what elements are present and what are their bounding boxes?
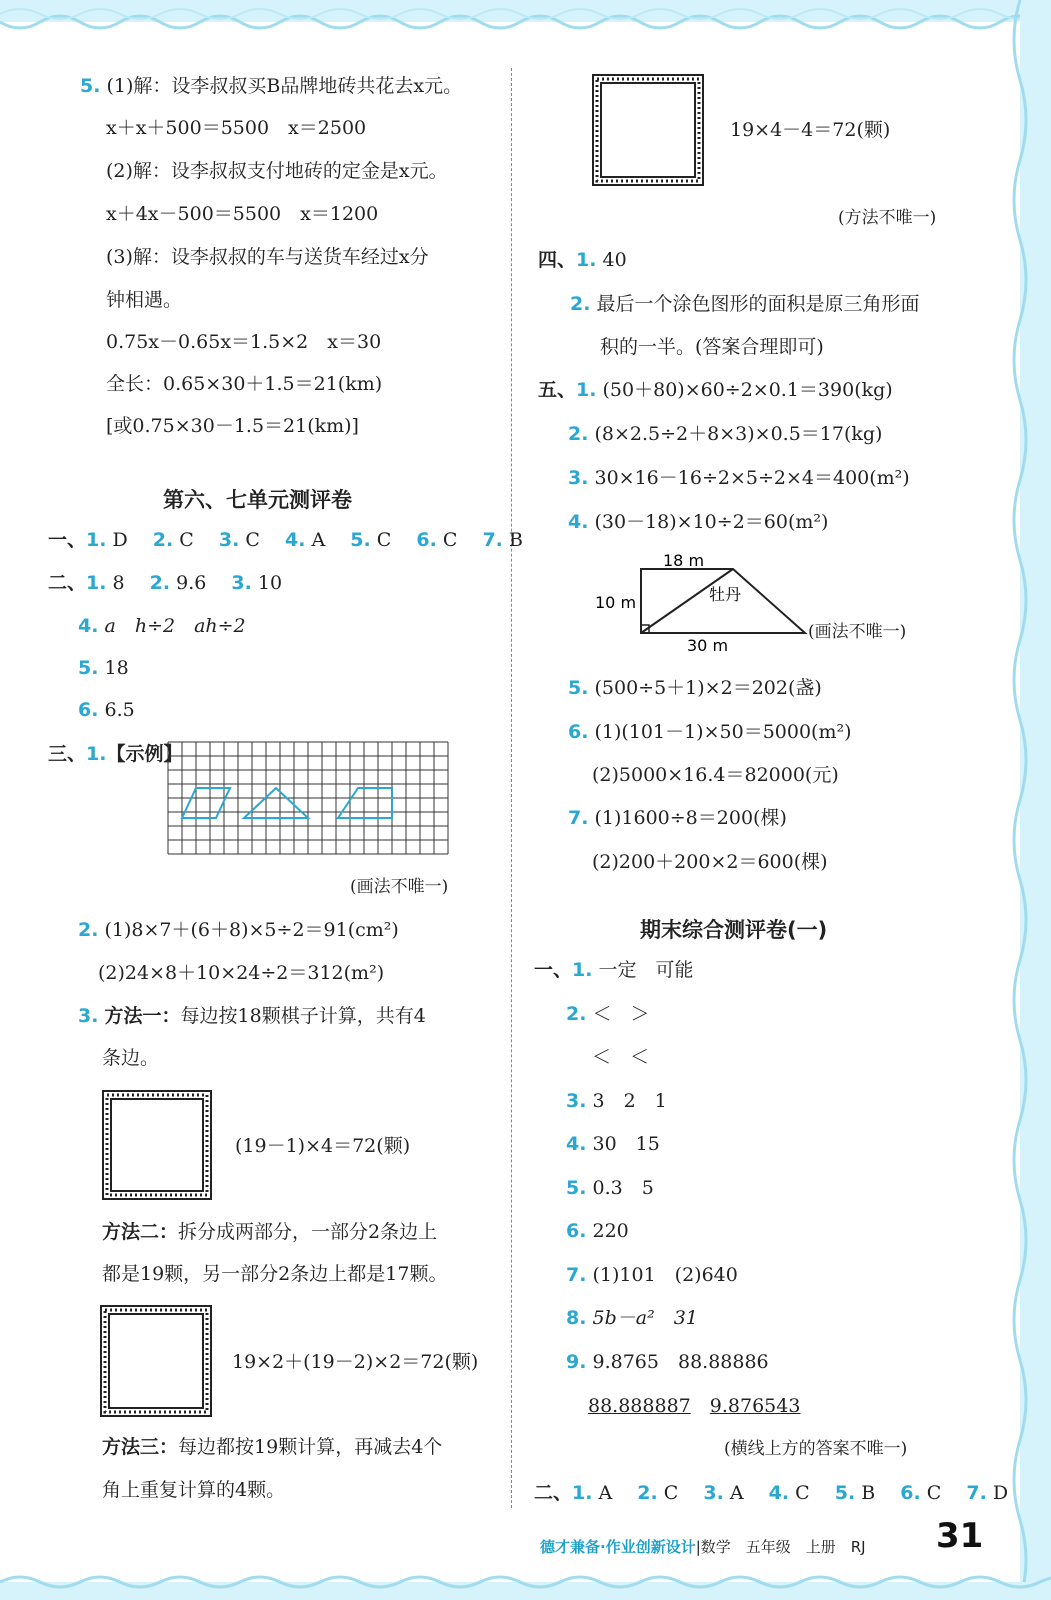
grid-figure (168, 742, 450, 856)
f1-q1: 一、1. 一定 可能 (534, 959, 694, 981)
q5-part2: (2)解：设李叔叔支付地砖的定金是x元。 (106, 160, 448, 182)
s5-q4: 4. (30－18)×10÷2＝60(m²) (568, 511, 829, 533)
f1-q7: 7. (1)101 (2)640 (566, 1264, 738, 1286)
parallelogram-shape (182, 788, 230, 818)
q5-eq3: 0.75x－0.65x＝1.5×2 x＝30 (106, 331, 382, 353)
m3-eq: 19×4－4＝72(颗) (730, 119, 891, 141)
f1-q2b: ＜ ＜ (592, 1046, 650, 1068)
s5-q1: 五、1. (50＋80)×60÷2×0.1＝390(kg) (538, 379, 893, 401)
f1-q4: 4. 30 15 (566, 1133, 660, 1155)
f1-q5: 5. 0.3 5 (566, 1177, 654, 1199)
top-wave-border (0, 0, 1051, 42)
beads-square-2 (100, 1305, 212, 1417)
footer-info: |数学 五年级 上册 RJ (695, 1538, 866, 1556)
s3-q1-note: (画法不唯一) (350, 877, 449, 897)
beads-square-3 (592, 74, 704, 186)
s1-answers: 一、1. D 2. C 3. C 4. A 5. C 6. C 7. B (48, 529, 523, 551)
fig-bottom-label: 30 m (687, 636, 729, 655)
s3-m2c: 都是19颗，另一部分2条边上都是17颗。 (102, 1263, 448, 1285)
q5-part1: 5. (1)解：设李叔叔买B品牌地砖共花去x元。 (80, 75, 463, 97)
fig-left-label: 10 m (595, 593, 637, 612)
s5-q3: 3. 30×16－16÷2×5÷2×4＝400(m²) (568, 467, 910, 489)
q5-eq4: 全长：0.65×30＋1.5＝21(km) (106, 373, 383, 395)
page-number: 31 (936, 1516, 984, 1556)
q5-eq5: [或0.75×30－1.5＝21(km)] (106, 415, 359, 437)
trapezoid-shape (338, 788, 392, 818)
unit67-title: 第六、七单元测评卷 (163, 488, 352, 512)
fig-top-label: 18 m (663, 551, 705, 570)
m3-note: (方法不唯一) (838, 208, 937, 228)
s3-m2a: 方法二：拆分成两部分，一部分2条边上 (102, 1221, 438, 1243)
s3-m1c: 条边。 (102, 1047, 160, 1069)
q5-part3b: 钟相遇。 (106, 289, 183, 311)
s2-q4: 4. a h÷2 ah÷2 (78, 615, 246, 637)
page-footer (540, 1536, 866, 1557)
s3-q2a: 2. (1)8×7＋(6＋8)×5÷2＝91(cm²) (78, 919, 399, 941)
footer-brand: 德才兼备·作业创新设计 (540, 1538, 696, 1556)
f1-q9a: 9. 9.8765 88.88886 (566, 1351, 769, 1373)
s5-q5: 5. (500÷5＋1)×2＝202(盏) (568, 677, 822, 699)
s3-m2-eq: 19×2＋(19－2)×2＝72(颗) (232, 1351, 479, 1373)
f1-q9b: 88.888887 9.876543 (588, 1395, 801, 1417)
s2-q5: 5. 18 (78, 657, 129, 679)
s5-fig-note: (画法不唯一) (808, 622, 907, 642)
triangle-shape (244, 788, 308, 818)
s5-q2: 2. (8×2.5÷2＋8×3)×0.5＝17(kg) (568, 423, 883, 445)
s5-q6b: (2)5000×16.4＝82000(元) (592, 764, 839, 786)
s5-q6a: 6. (1)(101－1)×50＝5000(m²) (568, 721, 852, 743)
s2-q6: 6. 6.5 (78, 699, 135, 721)
q5-part3a: (3)解：设李叔叔的车与送货车经过x分 (106, 246, 429, 268)
s3-m1-eq: (19－1)×4＝72(颗) (235, 1135, 411, 1157)
s3-q1-label: 三、1.【示例】 (48, 743, 183, 765)
q5-eq2: x＋4x－500＝5500 x＝1200 (106, 203, 379, 225)
f2-answers: 二、1. A 2. C 3. A 4. C 5. B 6. C 7. D (534, 1482, 1009, 1504)
f1-q2a: 2. ＜ ＞ (566, 1003, 650, 1025)
beads-square-1 (102, 1090, 212, 1200)
f1-q9-note: (横线上方的答案不唯一) (724, 1439, 908, 1459)
bottom-wave-border (0, 1572, 1051, 1600)
f1-q8: 8. 5b－a² 31 (566, 1307, 698, 1329)
s2-row1: 二、1. 8 2. 9.6 3. 10 (48, 572, 283, 594)
s4-q2a: 2. 最后一个涂色图形的面积是原三角形面 (570, 293, 920, 315)
final-title: 期末综合测评卷(一) (640, 918, 828, 942)
f1-q6: 6. 220 (566, 1220, 629, 1242)
s3-m1a: 3. 方法一：每边按18颗棋子计算，共有4 (78, 1005, 426, 1027)
right-wave-border (1000, 0, 1051, 1600)
fig-inner-label: 牡丹 (709, 585, 742, 604)
s5-q7a: 7. (1)1600÷8＝200(棵) (568, 807, 787, 829)
s3-q2b: (2)24×8＋10×24÷2＝312(m²) (98, 962, 385, 984)
q5-eq1: x＋x＋500＝5500 x＝2500 (106, 117, 367, 139)
s3-m3c: 角上重复计算的4颗。 (102, 1479, 286, 1501)
s4-q2b: 积的一半。(答案合理即可) (600, 336, 824, 358)
f1-q3: 3. 3 2 1 (566, 1090, 667, 1112)
s5-q7b: (2)200＋200×2＝600(棵) (592, 851, 828, 873)
s3-m3a: 方法三：每边都按19颗计算，再减去4个 (102, 1436, 443, 1458)
s4-q1: 四、1. 40 (538, 249, 627, 271)
column-divider (511, 68, 512, 1508)
